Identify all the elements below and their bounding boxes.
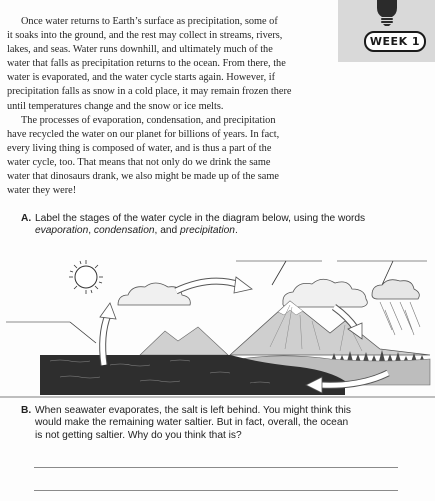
passage-line: The processes of evaporation, condensation, and precipitation [21,115,276,126]
term-condensation: condensation [93,225,155,237]
question-a-separator: , and [154,225,181,237]
passage-line: it soaks into the ground, and the rest may collect in streams, rivers, [7,30,283,42]
question-a-separator: , [88,225,94,237]
passage-line: Once water returns to Earth’s surface as precipitation, some of [21,16,278,27]
passage-line: lakes, and seas. Water runs downhill, and ultimately much of the [7,44,273,56]
rain-cloud [372,280,419,299]
lightbulb-icon [370,0,404,26]
answer-line[interactable] [34,467,398,468]
water-cycle-diagram [0,255,435,400]
cloud-right [283,279,367,307]
question-a-text: Label the stages of the water cycle in the diagram below, using the words [35,213,366,224]
term-precipitation: precipitation [180,225,235,237]
answer-line[interactable] [34,490,398,491]
mountains-right [230,301,430,355]
question-b-letter: B. [21,405,32,416]
passage-line: precipitation falls as snow in a cold place, it may remain frozen there [7,86,292,98]
passage-paragraph-1 [7,15,292,114]
passage-paragraph-2 [7,114,279,199]
passage-line: water that dinosaurs drank, we also might be made up of the same [7,171,279,183]
question-a [21,213,365,238]
passage-line: every living thing is composed of water, and is thus a part of the [7,143,272,155]
condensation-arrow [176,277,252,293]
mountains-left [140,327,228,355]
passage-line: water that falls as precipitation returns to the ocean. From there, the [7,58,286,70]
question-b-text: is not getting saltier. Why do you think that is? [35,429,242,441]
passage-line: water they were! [7,185,77,197]
question-b [21,405,351,442]
question-a-letter: A. [21,213,32,224]
passage-line: water is evaporated, and the water cycle starts again. However, if [7,72,276,84]
pointer-line [272,261,286,285]
question-b-text: would make the remaining water saltier. But in fact, overall, the ocean [35,417,349,429]
passage-line: have recycled the water on our planet for billions of years. In fact, [7,129,280,141]
passage-line: water cycle, too. That means that not only do we drink the same [7,157,271,169]
pointer-line [70,322,96,343]
question-b-text: When seawater evaporates, the salt is left behind. You might think this [35,405,351,416]
passage-line: until temperatures change and the snow or ice melts. [7,100,224,112]
question-a-period: . [234,225,238,237]
rain-streaks [380,302,420,335]
week-badge: WEEK 1 [364,31,426,52]
term-evaporation: evaporation [35,225,89,237]
sun-icon [69,260,103,294]
